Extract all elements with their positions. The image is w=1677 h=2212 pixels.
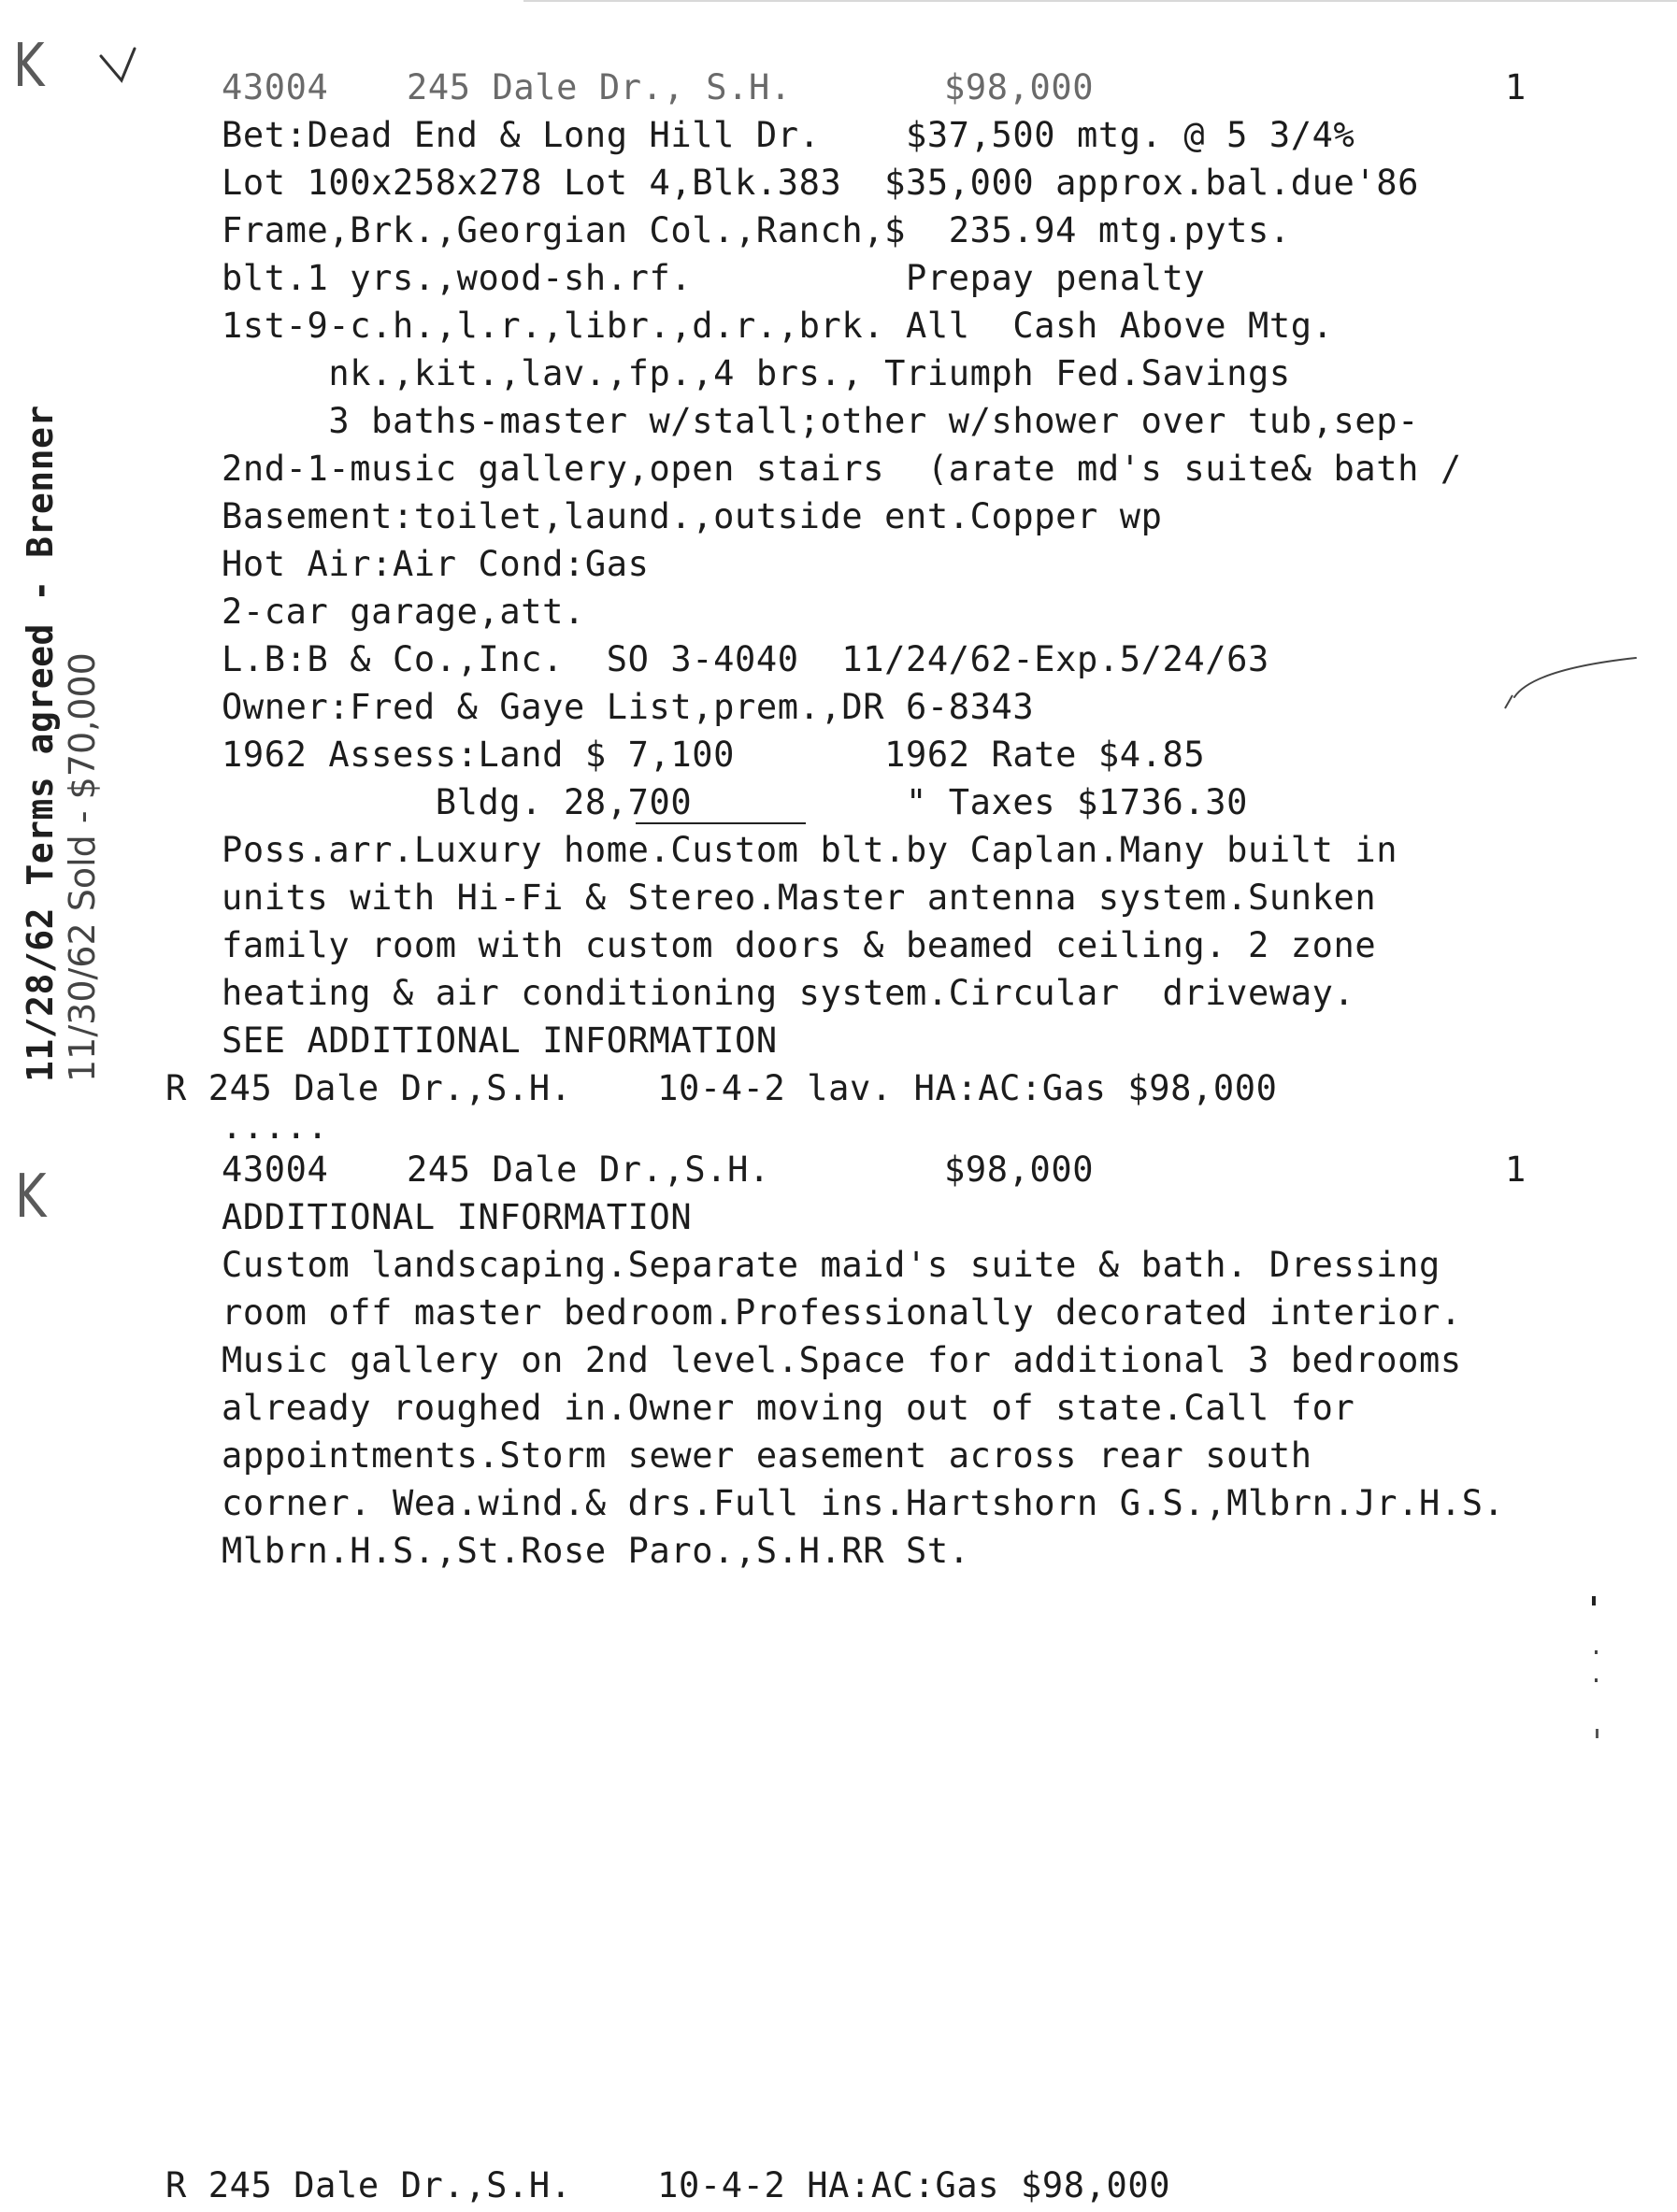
additional-line: Custom landscaping.Separate maid's suite & bath. Dressing	[222, 1245, 1440, 1285]
text-line: Basement:toilet,laund.,outside ent.Copper wp	[222, 496, 1163, 536]
text-line: Hot Air:Air Cond:Gas	[222, 544, 650, 584]
additional-line: Music gallery on 2nd level.Space for additional 3 bedrooms	[222, 1340, 1462, 1380]
handwritten-k-bottom: K	[15, 1163, 47, 1232]
text-line: heating & air conditioning system.Circular driveway.	[222, 973, 1355, 1013]
card-top-edge	[523, 0, 1677, 2]
listing-price-2: $98,000	[944, 1149, 1095, 1190]
text-line: family room with custom doors & beamed ceiling. 2 zone	[222, 925, 1377, 965]
check-mark-icon	[97, 47, 138, 90]
text-line: 3 baths-master w/stall;other w/shower over tub,sep-	[222, 401, 1420, 441]
listing-address: 245 Dale Dr., S.H.	[407, 67, 792, 107]
text-line: Poss.arr.Luxury home.Custom blt.by Caplan.Many built in	[222, 830, 1398, 870]
text-line: 1st-9-c.h.,l.r.,libr.,d.r.,brk. All Cash Above Mtg.	[222, 306, 1334, 346]
text-line: Lot 100x258x278 Lot 4,Blk.383 $35,000 approx.bal.due'86	[222, 163, 1420, 203]
text-line: L.B:B & Co.,Inc. SO 3-4040 11/24/62-Exp.5/24/63	[222, 639, 1269, 679]
text-line: 2nd-1-music gallery,open stairs (arate md's suite& bath /	[222, 449, 1462, 489]
additional-line: already roughed in.Owner moving out of state.Call for	[222, 1388, 1355, 1428]
additional-info-title: ADDITIONAL INFORMATION	[222, 1197, 693, 1237]
additional-line: room off master bedroom.Professionally decorated interior.	[222, 1292, 1462, 1333]
additional-line: appointments.Storm sewer easement across rear south	[222, 1435, 1312, 1476]
terms-agreed-note: 11/28/62 Terms agreed - Brenner	[20, 405, 61, 1082]
sold-note: 11/30/62 Sold - $70,000	[62, 652, 103, 1082]
text-line: blt.1 yrs.,wood-sh.rf. Prepay penalty	[222, 258, 1206, 298]
text-line: Bet:Dead End & Long Hill Dr. $37,500 mtg. @ 5 3/4%	[222, 115, 1355, 155]
footer-reference-line: R 245 Dale Dr.,S.H. 10-4-2 HA:AC:Gas $98,000	[165, 2165, 1171, 2205]
separator-dots: .....	[222, 1106, 329, 1147]
text-line: 2-car garage,att.	[222, 592, 585, 632]
text-line: 1962 Assess:Land $ 7,100 1962 Rate $4.85	[222, 735, 1206, 775]
text-line: Bldg. 28,700 " Taxes $1736.30	[222, 782, 1249, 822]
additional-line: corner. Wea.wind.& drs.Full ins.Hartshorn G.S.,Mlbrn.Jr.H.S.	[222, 1483, 1505, 1523]
listing-address-2: 245 Dale Dr.,S.H.	[407, 1149, 770, 1190]
text-line: nk.,kit.,lav.,fp.,4 brs., Triumph Fed.Savings	[222, 353, 1291, 393]
additional-line: Mlbrn.H.S.,St.Rose Paro.,S.H.RR St.	[222, 1531, 970, 1571]
card-number: 1	[1505, 67, 1526, 107]
listing-number: 43004	[222, 67, 329, 107]
listing-price: $98,000	[944, 67, 1095, 107]
listing-number-2: 43004	[222, 1149, 329, 1190]
edge-specks	[1589, 1589, 1608, 1757]
bldg-underline	[636, 822, 806, 824]
card-number-2: 1	[1505, 1149, 1526, 1190]
check-mark-right-icon	[1496, 650, 1645, 716]
text-line: units with Hi-Fi & Stereo.Master antenna system.Sunken	[222, 878, 1377, 918]
text-line: Owner:Fred & Gaye List,prem.,DR 6-8343	[222, 687, 1035, 727]
reference-line: R 245 Dale Dr.,S.H. 10-4-2 lav. HA:AC:Gas $98,000	[165, 1068, 1278, 1108]
text-line: SEE ADDITIONAL INFORMATION	[222, 1020, 778, 1061]
handwritten-k-top: K	[13, 32, 45, 101]
text-line: Frame,Brk.,Georgian Col.,Ranch,$ 235.94 mtg.pyts.	[222, 210, 1291, 250]
